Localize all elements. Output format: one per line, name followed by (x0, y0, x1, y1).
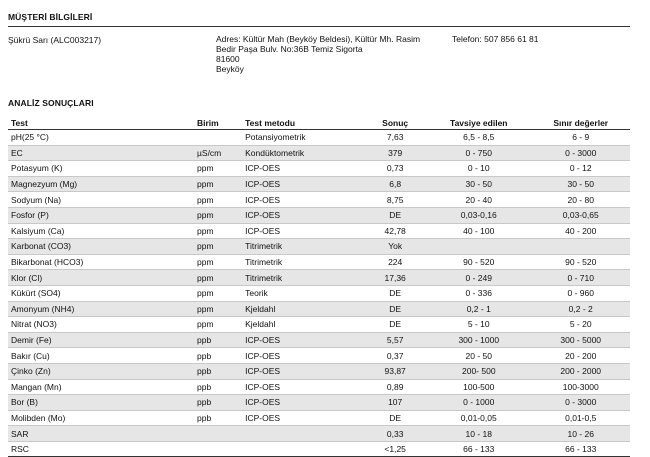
cell-test: Molibden (Mo) (8, 410, 197, 426)
cell-unit: ppb (197, 348, 245, 364)
cell-test: Bakır (Cu) (8, 348, 197, 364)
table-header-row (8, 117, 630, 130)
cell-test: Mangan (Mn) (8, 379, 197, 395)
cell-result: 42,78 (364, 223, 426, 239)
cell-unit: ppb (197, 332, 245, 348)
table-row (8, 410, 630, 426)
cell-limits: 0 - 710 (531, 270, 630, 286)
cell-recommended: 5 - 10 (426, 317, 531, 333)
cell-limits: 90 - 520 (531, 254, 630, 270)
cell-test: EC (8, 145, 197, 161)
table-row (8, 301, 630, 317)
table-row (8, 426, 630, 442)
cell-unit: ppb (197, 395, 245, 411)
cell-result: DE (364, 317, 426, 333)
cell-method: ICP-OES (245, 207, 364, 223)
cell-unit: µS/cm (197, 145, 245, 161)
table-row (8, 161, 630, 177)
cell-unit: ppb (197, 379, 245, 395)
table-row (8, 317, 630, 333)
cell-result: Yok (364, 239, 426, 255)
customer-address (216, 34, 420, 74)
cell-result: 224 (364, 254, 426, 270)
cell-unit: ppb (197, 410, 245, 426)
cell-result: DE (364, 207, 426, 223)
cell-unit: ppm (197, 192, 245, 208)
cell-test: Sodyum (Na) (8, 192, 197, 208)
cell-unit: ppb (197, 363, 245, 379)
table-row (8, 395, 630, 411)
cell-method: Kondüktometrik (245, 145, 364, 161)
cell-unit (197, 130, 245, 146)
customer-info-divider (8, 26, 630, 27)
cell-unit: ppm (197, 239, 245, 255)
cell-method: Titrimetrik (245, 270, 364, 286)
cell-test: Çinko (Zn) (8, 363, 197, 379)
cell-recommended: 0 - 750 (426, 145, 531, 161)
table-row (8, 145, 630, 161)
cell-method: ICP-OES (245, 395, 364, 411)
cell-recommended: 0,01-0,05 (426, 410, 531, 426)
cell-result: 8,75 (364, 192, 426, 208)
cell-recommended: 0 - 336 (426, 285, 531, 301)
cell-result: 107 (364, 395, 426, 411)
cell-result: <1,25 (364, 441, 426, 457)
cell-result: DE (364, 410, 426, 426)
cell-result: 17,36 (364, 270, 426, 286)
cell-limits: 200 - 2000 (531, 363, 630, 379)
cell-unit: ppm (197, 285, 245, 301)
cell-limits: 0 - 960 (531, 285, 630, 301)
table-row (8, 223, 630, 239)
header-recommended: Tavsiye edilen (426, 117, 531, 130)
cell-result: 0,89 (364, 379, 426, 395)
cell-limits: 66 - 133 (531, 441, 630, 457)
cell-recommended: 200- 500 (426, 363, 531, 379)
cell-result: 0,37 (364, 348, 426, 364)
table-row (8, 270, 630, 286)
cell-method: ICP-OES (245, 379, 364, 395)
cell-method (245, 426, 364, 442)
cell-unit (197, 426, 245, 442)
cell-test: Kalsiyum (Ca) (8, 223, 197, 239)
cell-test: Nitrat (NO3) (8, 317, 197, 333)
cell-limits: 6 - 9 (531, 130, 630, 146)
table-row (8, 441, 630, 457)
cell-recommended: 90 - 520 (426, 254, 531, 270)
cell-test: Amonyum (NH4) (8, 301, 197, 317)
cell-recommended: 300 - 1000 (426, 332, 531, 348)
cell-method: Titrimetrik (245, 254, 364, 270)
cell-recommended: 10 - 18 (426, 426, 531, 442)
cell-method: Kjeldahl (245, 301, 364, 317)
cell-result: 93,87 (364, 363, 426, 379)
cell-result: 0,73 (364, 161, 426, 177)
cell-unit: ppm (197, 161, 245, 177)
cell-limits: 10 - 26 (531, 426, 630, 442)
cell-limits: 0,01-0,5 (531, 410, 630, 426)
cell-limits: 0 - 12 (531, 161, 630, 177)
cell-method: Kjeldahl (245, 317, 364, 333)
cell-test: Fosfor (P) (8, 207, 197, 223)
cell-unit: ppm (197, 207, 245, 223)
table-row (8, 332, 630, 348)
cell-result: DE (364, 285, 426, 301)
cell-method: Teorik (245, 285, 364, 301)
cell-result: 6,8 (364, 176, 426, 192)
cell-recommended: 20 - 40 (426, 192, 531, 208)
cell-recommended: 40 - 100 (426, 223, 531, 239)
customer-phone: Telefon: 507 856 61 81 (452, 34, 539, 44)
table-row (8, 192, 630, 208)
cell-method: ICP-OES (245, 363, 364, 379)
cell-method: ICP-OES (245, 348, 364, 364)
cell-limits: 100-3000 (531, 379, 630, 395)
cell-unit: ppm (197, 301, 245, 317)
cell-recommended: 0 - 10 (426, 161, 531, 177)
cell-unit: ppm (197, 176, 245, 192)
cell-limits: 20 - 80 (531, 192, 630, 208)
cell-test: Demir (Fe) (8, 332, 197, 348)
cell-method: ICP-OES (245, 192, 364, 208)
table-row (8, 239, 630, 255)
table-row (8, 254, 630, 270)
cell-limits: 5 - 20 (531, 317, 630, 333)
cell-method: ICP-OES (245, 176, 364, 192)
header-method: Test metodu (245, 117, 364, 130)
table-row (8, 348, 630, 364)
cell-method (245, 441, 364, 457)
table-row (8, 207, 630, 223)
cell-limits: 30 - 50 (531, 176, 630, 192)
cell-test: Bikarbonat (HCO3) (8, 254, 197, 270)
cell-unit: ppm (197, 254, 245, 270)
address-line: Adres: Kültür Mah (Beyköy Beldesi), Kültür Mh. Rasim (216, 34, 421, 44)
cell-recommended: 100-500 (426, 379, 531, 395)
cell-limits: 40 - 200 (531, 223, 630, 239)
cell-test: RSC (8, 441, 197, 457)
cell-limits: 300 - 5000 (531, 332, 630, 348)
table-row (8, 363, 630, 379)
cell-unit: ppm (197, 317, 245, 333)
cell-test: Klor (Cl) (8, 270, 197, 286)
header-limits: Sınır değerler (531, 117, 630, 130)
cell-recommended: 66 - 133 (426, 441, 531, 457)
address-line: 81600 (216, 54, 240, 64)
cell-result: 5,57 (364, 332, 426, 348)
cell-result: DE (364, 301, 426, 317)
header-unit: Birim (197, 117, 245, 130)
cell-test: Karbonat (CO3) (8, 239, 197, 255)
address-line: Beyköy (216, 64, 244, 74)
table-row (8, 379, 630, 395)
cell-method: ICP-OES (245, 223, 364, 239)
cell-recommended: 0,03-0,16 (426, 207, 531, 223)
cell-unit: ppm (197, 270, 245, 286)
cell-recommended: 6,5 - 8,5 (426, 130, 531, 146)
address-line: Bedir Paşa Bulv. No:36B Temiz Sigorta (216, 44, 363, 54)
cell-result: 379 (364, 145, 426, 161)
customer-name: Şükrü Sarı (ALC003217) (8, 35, 102, 45)
cell-recommended: 0 - 249 (426, 270, 531, 286)
cell-unit (197, 441, 245, 457)
cell-test: Potasyum (K) (8, 161, 197, 177)
cell-recommended: 0 - 1000 (426, 395, 531, 411)
analysis-results-table (8, 117, 630, 457)
cell-recommended: 20 - 50 (426, 348, 531, 364)
cell-test: SAR (8, 426, 197, 442)
cell-result: 0,33 (364, 426, 426, 442)
cell-test: Bor (B) (8, 395, 197, 411)
cell-recommended: 0,2 - 1 (426, 301, 531, 317)
cell-limits: 0,2 - 2 (531, 301, 630, 317)
cell-method: Titrimetrik (245, 239, 364, 255)
cell-method: ICP-OES (245, 332, 364, 348)
cell-method: Potansiyometrik (245, 130, 364, 146)
header-result: Sonuç (364, 117, 426, 130)
cell-unit: ppm (197, 223, 245, 239)
cell-recommended (426, 239, 531, 255)
cell-recommended: 30 - 50 (426, 176, 531, 192)
cell-limits: 0,03-0,65 (531, 207, 630, 223)
cell-limits (531, 239, 630, 255)
cell-test: Magnezyum (Mg) (8, 176, 197, 192)
cell-result: 7,63 (364, 130, 426, 146)
cell-method: ICP-OES (245, 161, 364, 177)
cell-limits: 0 - 3000 (531, 145, 630, 161)
cell-limits: 0 - 3000 (531, 395, 630, 411)
results-body (8, 130, 630, 457)
analysis-results-title: ANALİZ SONUÇLARI (8, 98, 94, 108)
cell-test: Kükürt (SO4) (8, 285, 197, 301)
cell-limits: 20 - 200 (531, 348, 630, 364)
table-row (8, 130, 630, 146)
cell-method: ICP-OES (245, 410, 364, 426)
customer-info-title: MÜŞTERİ BİLGİLERİ (8, 12, 93, 22)
table-row (8, 285, 630, 301)
table-row (8, 176, 630, 192)
header-test: Test (8, 117, 197, 130)
cell-test: pH(25 °C) (8, 130, 197, 146)
